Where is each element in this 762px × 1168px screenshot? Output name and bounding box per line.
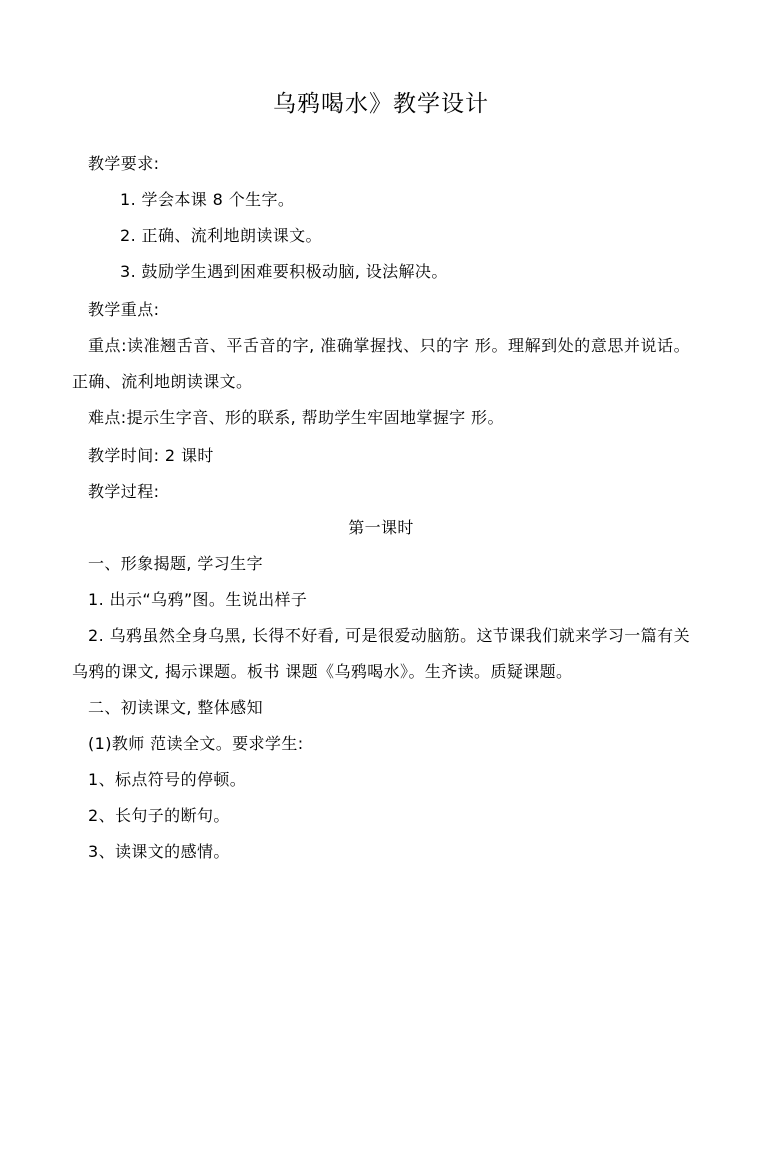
part-one-heading: 一、形象揭题, 学习生字 <box>88 554 263 574</box>
part-two-item-3: 3、读课文的感情。 <box>88 842 230 862</box>
focus-difficult-point: 难点:提示生字音、形的联系, 帮助学生牢固地掌握字 形。 <box>88 408 504 428</box>
part-two-step-1: (1)教师 范读全文。要求学生: <box>88 734 304 754</box>
section-heading-teaching-process: 教学过程: <box>88 482 160 502</box>
page-title: 乌鸦喝水》教学设计 <box>273 91 489 117</box>
part-two-item-1: 1、标点符号的停顿。 <box>88 770 247 790</box>
document-page <box>0 88 762 1168</box>
part-one-step-2: 2. 乌鸦虽然全身乌黑, 长得不好看, 可是很爱动脑筋。这节课我们就来学习一篇有关乌鸦的课文, 揭示课题。板书 课题《乌鸦喝水》。生齐读。质疑课题。 <box>72 626 690 682</box>
part-two-heading: 二、初读课文, 整体感知 <box>88 698 263 718</box>
section-heading-teaching-focus: 教学重点: <box>88 300 160 320</box>
focus-key-point: 重点:读准翘舌音、平舌音的字, 准确掌握找、只的字 形。理解到处的意思并说话。正确、流利地朗读课文。 <box>72 336 690 392</box>
lesson-label: 第一课时 <box>348 518 414 538</box>
section-heading-teaching-requirements: 教学要求: <box>88 154 160 174</box>
part-two-item-2: 2、长句子的断句。 <box>88 806 230 826</box>
requirement-item-3: 3. 鼓励学生遇到困难要积极动脑, 设法解决。 <box>120 262 448 282</box>
requirement-item-2: 2. 正确、流利地朗读课文。 <box>120 226 322 246</box>
requirement-item-1: 1. 学会本课 8 个生字。 <box>120 190 295 210</box>
part-one-step-1: 1. 出示“乌鸦”图。生说出样子 <box>88 590 308 610</box>
section-heading-teaching-time: 教学时间: 2 课时 <box>88 446 214 466</box>
